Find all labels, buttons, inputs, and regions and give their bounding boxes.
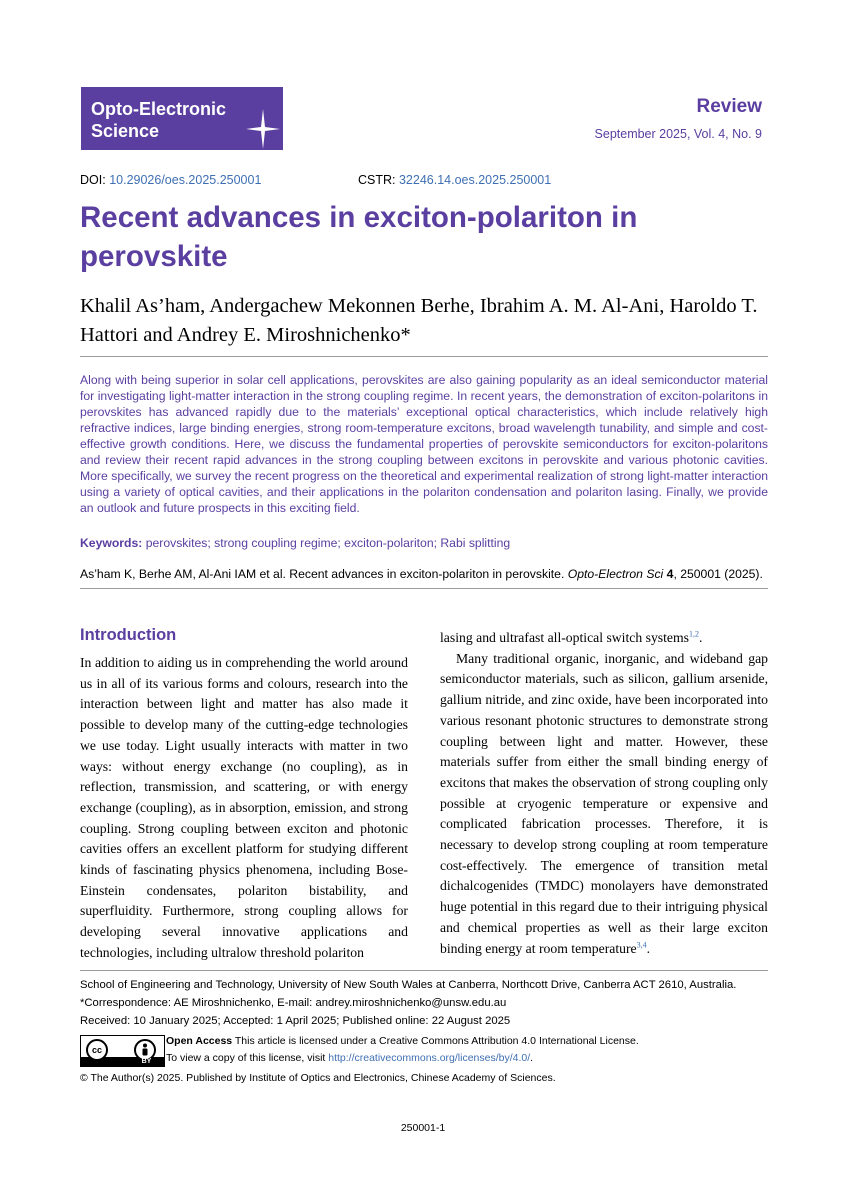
journal-logo: [81, 87, 283, 150]
journal-name-line1: Opto-Electronic: [91, 99, 227, 119]
cstr-label: CSTR:: [358, 173, 396, 187]
by-label: BY: [141, 1058, 152, 1065]
license-text: To view a copy of this license, visit: [166, 1052, 329, 1064]
divider: [80, 970, 768, 971]
affiliation: School of Engineering and Technology, University of New South Wales at Canberra, Northcott Drive, Canberra ACT 2610, Australia.: [80, 979, 737, 991]
paragraph-text: .: [646, 940, 651, 956]
reference-link[interactable]: 1,2: [688, 629, 699, 639]
abstract: Along with being superior in solar cell applications, perovskites are also gaining popularity as an ideal semiconductor material for investigating light-matter interaction in the strong coupling regime. In recent years, the demonstration of exciton-polaritons in perovskites has advanced rapidly due to the materials’ exceptional optical characteristics, which include relatively high refractive indices, large binding energies, strong room-temperature excitons, broad wavelength tunability, and simple and cost-effective growth conditions. Here, we discuss the fundamental properties of perovskite semiconductors for exciton-polaritons and review their recent rapid advances in the strong coupling between excitons in perovskite and various photonic cavities. More specifically, we survey the recent progress on the theoretical and experimental realization of strong light-matter interaction using a variety of optical cavities, and their applications in the polariton condensation and polariton lasing. Finally, we provide an outlook and future prospects in this exciting field.: [80, 373, 768, 515]
paragraph: [440, 628, 768, 649]
paragraph: [440, 649, 768, 960]
open-access-note: [166, 1035, 639, 1047]
section-heading: Introduction: [80, 626, 177, 644]
citation-text: As’ham K, Berhe AM, Al-Ani IAM et al. Recent advances in exciton-polariton in perovskite.: [80, 567, 565, 581]
cstr-link[interactable]: 32246.14.oes.2025.250001: [398, 173, 552, 187]
divider: [80, 588, 768, 589]
article-title: Recent advances in exciton-polariton in perovskite: [80, 201, 638, 273]
sparkle-icon: [246, 109, 280, 149]
keywords-label: Keywords:: [80, 536, 143, 550]
doi: [80, 173, 261, 187]
doi-link[interactable]: 10.29026/oes.2025.250001: [109, 173, 262, 187]
citation-journal: Opto-Electron Sci: [567, 567, 664, 581]
page-number: 250001-1: [400, 1122, 446, 1134]
paragraph-text: lasing and ultrafast all-optical switch systems: [440, 630, 689, 645]
cc-icon: cc: [86, 1039, 108, 1061]
license-text-end: .: [530, 1052, 534, 1064]
cstr: [358, 173, 551, 187]
license-note: [166, 1052, 533, 1064]
body-column-left: In addition to aiding us in comprehending the world around us in all of its various forms and colours, research into the interaction between light and matter has also made it possible to develop many of the cutting-edge technologies we use today. Light usually interacts with matter in two ways: without energy exchange (no coupling), as in reflection, transmission, and scattering, or with energy exchange (coupling), as in absorption, emission, and strong coupling. Strong coupling between exciton and photonic cavities offers an excellent platform for studying different kinds of fascinating physics phenomena, including Bose-Einstein condensates, polariton bistability, and superfluidity. Furthermore, strong coupling allows for developing several innovative applications and technologies, including ultralow threshold polariton: [80, 655, 408, 960]
keywords-text: perovskites; strong coupling regime; exciton-polariton; Rabi splitting: [145, 536, 511, 550]
issue-info: September 2025, Vol. 4, No. 9: [594, 127, 762, 141]
cc-by-badge[interactable]: [80, 1035, 165, 1067]
body-column-right: [440, 628, 768, 959]
citation-volume: 4: [666, 567, 674, 581]
copyright: © The Author(s) 2025. Published by Institute of Optics and Electronics, Chinese Academy of Sciences.: [80, 1072, 556, 1084]
doi-label: DOI:: [80, 173, 106, 187]
journal-name-line2: Science: [91, 121, 160, 141]
dates: Received: 10 January 2025; Accepted: 1 April 2025; Published online: 22 August 2025: [80, 1015, 511, 1027]
citation: [80, 566, 768, 582]
license-link[interactable]: http://creativecommons.org/licenses/by/4.0/: [328, 1052, 531, 1064]
reference-link[interactable]: 3,4: [636, 939, 647, 949]
keywords: [80, 535, 768, 551]
article-type: Review: [696, 96, 762, 117]
divider: [80, 356, 768, 357]
open-access-label: Open Access: [166, 1035, 233, 1047]
open-access-text: This article is licensed under a Creative Commons Attribution 4.0 International License.: [232, 1035, 639, 1047]
author-list: Khalil As’ham, Andergachew Mekonnen Berhe, Ibrahim A. M. Al-Ani, Haroldo T. Hattori and Andrey E. Miroshnichenko*: [80, 295, 758, 346]
paragraph-text: .: [698, 630, 703, 645]
paragraph-text: Many traditional organic, inorganic, and wideband gap semiconductor materials, such as silicon, gallium arsenide, gallium nitride, and zinc oxide, have been incorporated into various resonant photonic structures to demonstrate strong coupling between light and matter. However, these materials suffer from either the small binding energy of excitons that makes the observation of strong coupling only possible at cryogenic temperature or expensive and complicated fabrication processes. Therefore, it is necessary to develop strong coupling at room temperature cost-effectively. The emergence of transition metal dichalcogenides (TMDC) monolayers have demonstrated huge potential in this regard due to their intriguing physical and chemical properties as well as their large exciton binding energy at room temperature: [440, 650, 768, 956]
correspondence: *Correspondence: AE Miroshnichenko, E-mail: andrey.miroshnichenko@unsw.edu.au: [80, 997, 507, 1009]
citation-tail: , 250001 (2025).: [673, 567, 763, 581]
